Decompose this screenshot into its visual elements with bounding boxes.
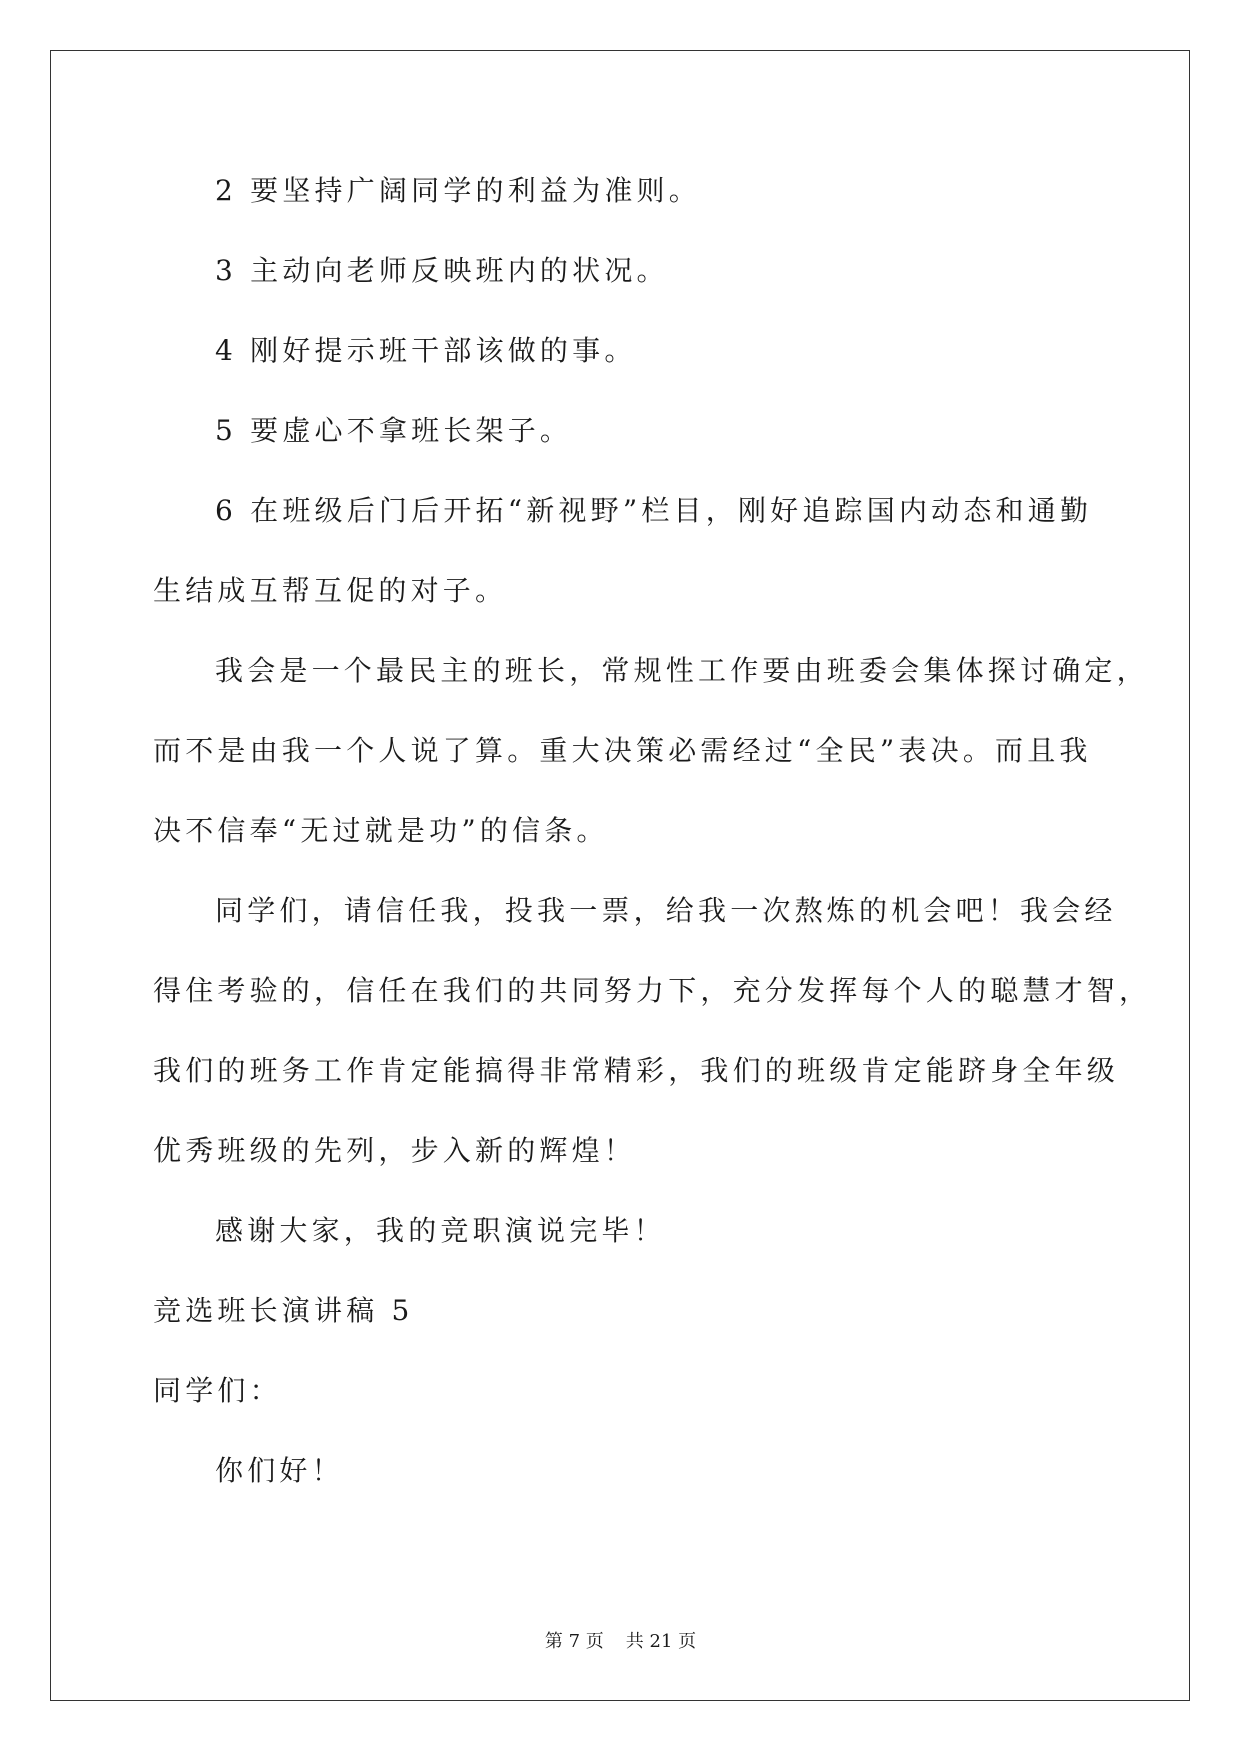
paragraph-line: 感谢大家，我的竞职演说完毕！ [215, 1214, 666, 1247]
paragraph-line: 5 要虚心不拿班长架子。 [215, 414, 573, 447]
paragraph-line: 6 在班级后门后开拓“新视野”栏目，刚好追踪国内动态和通勤 [215, 494, 1093, 527]
page-footer [0, 1630, 1241, 1654]
paragraph-line: 2 要坚持广阔同学的利益为准则。 [215, 174, 701, 207]
paragraph-line: 生结成互帮互促的对子。 [153, 574, 508, 607]
total-pages: 共 21 页 [625, 1631, 697, 1652]
paragraph-line: 3 主动向老师反映班内的状况。 [215, 254, 669, 287]
paragraph-line: 而不是由我一个人说了算。重大决策必需经过“全民”表决。而且我 [153, 734, 1092, 767]
paragraph-line: 我会是一个最民主的班长，常规性工作要由班委会集体探讨确定， [215, 654, 1149, 687]
salutation: 同学们： [153, 1374, 282, 1407]
paragraph-line: 决不信奉“无过就是功”的信条。 [153, 814, 609, 847]
paragraph-line: 4 刚好提示班干部该做的事。 [215, 334, 637, 367]
paragraph-line: 得住考验的，信任在我们的共同努力下，充分发挥每个人的聪慧才智， [153, 974, 1152, 1007]
paragraph-line: 优秀班级的先列，步入新的辉煌！ [153, 1134, 637, 1167]
greeting: 你们好！ [215, 1454, 344, 1487]
section-heading: 竞选班长演讲稿 5 [153, 1294, 414, 1327]
paragraph-line: 我们的班务工作肯定能搞得非常精彩，我们的班级肯定能跻身全年级 [153, 1054, 1120, 1087]
paragraph-line: 同学们，请信任我，投我一票，给我一次熬炼的机会吧！我会经 [215, 894, 1117, 927]
current-page-number: 第 7 页 [544, 1631, 604, 1652]
